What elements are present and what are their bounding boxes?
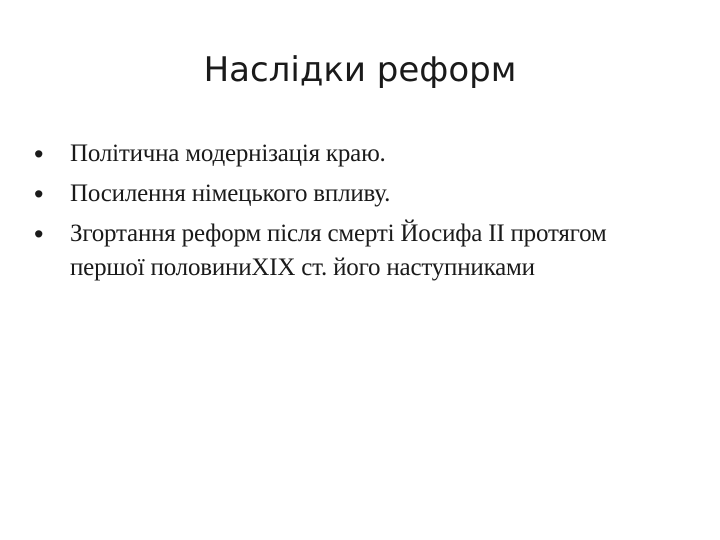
bullet-item xyxy=(34,177,674,211)
bullet-marker: • xyxy=(34,139,44,169)
bullet-list xyxy=(34,137,674,291)
bullet-text: Згортання реформ після смерті Йосифа ІІ протягом першої половиниХІХ ст. його наступниками xyxy=(70,220,607,281)
bullet-marker: • xyxy=(34,179,44,209)
bullet-text: Політична модернізація краю. xyxy=(70,140,386,167)
bullet-marker: • xyxy=(34,219,44,249)
bullet-item xyxy=(34,217,674,285)
bullet-text: Посилення німецького впливу. xyxy=(70,180,391,207)
slide-title: Наслідки реформ xyxy=(203,50,517,90)
bullet-item xyxy=(34,137,674,171)
